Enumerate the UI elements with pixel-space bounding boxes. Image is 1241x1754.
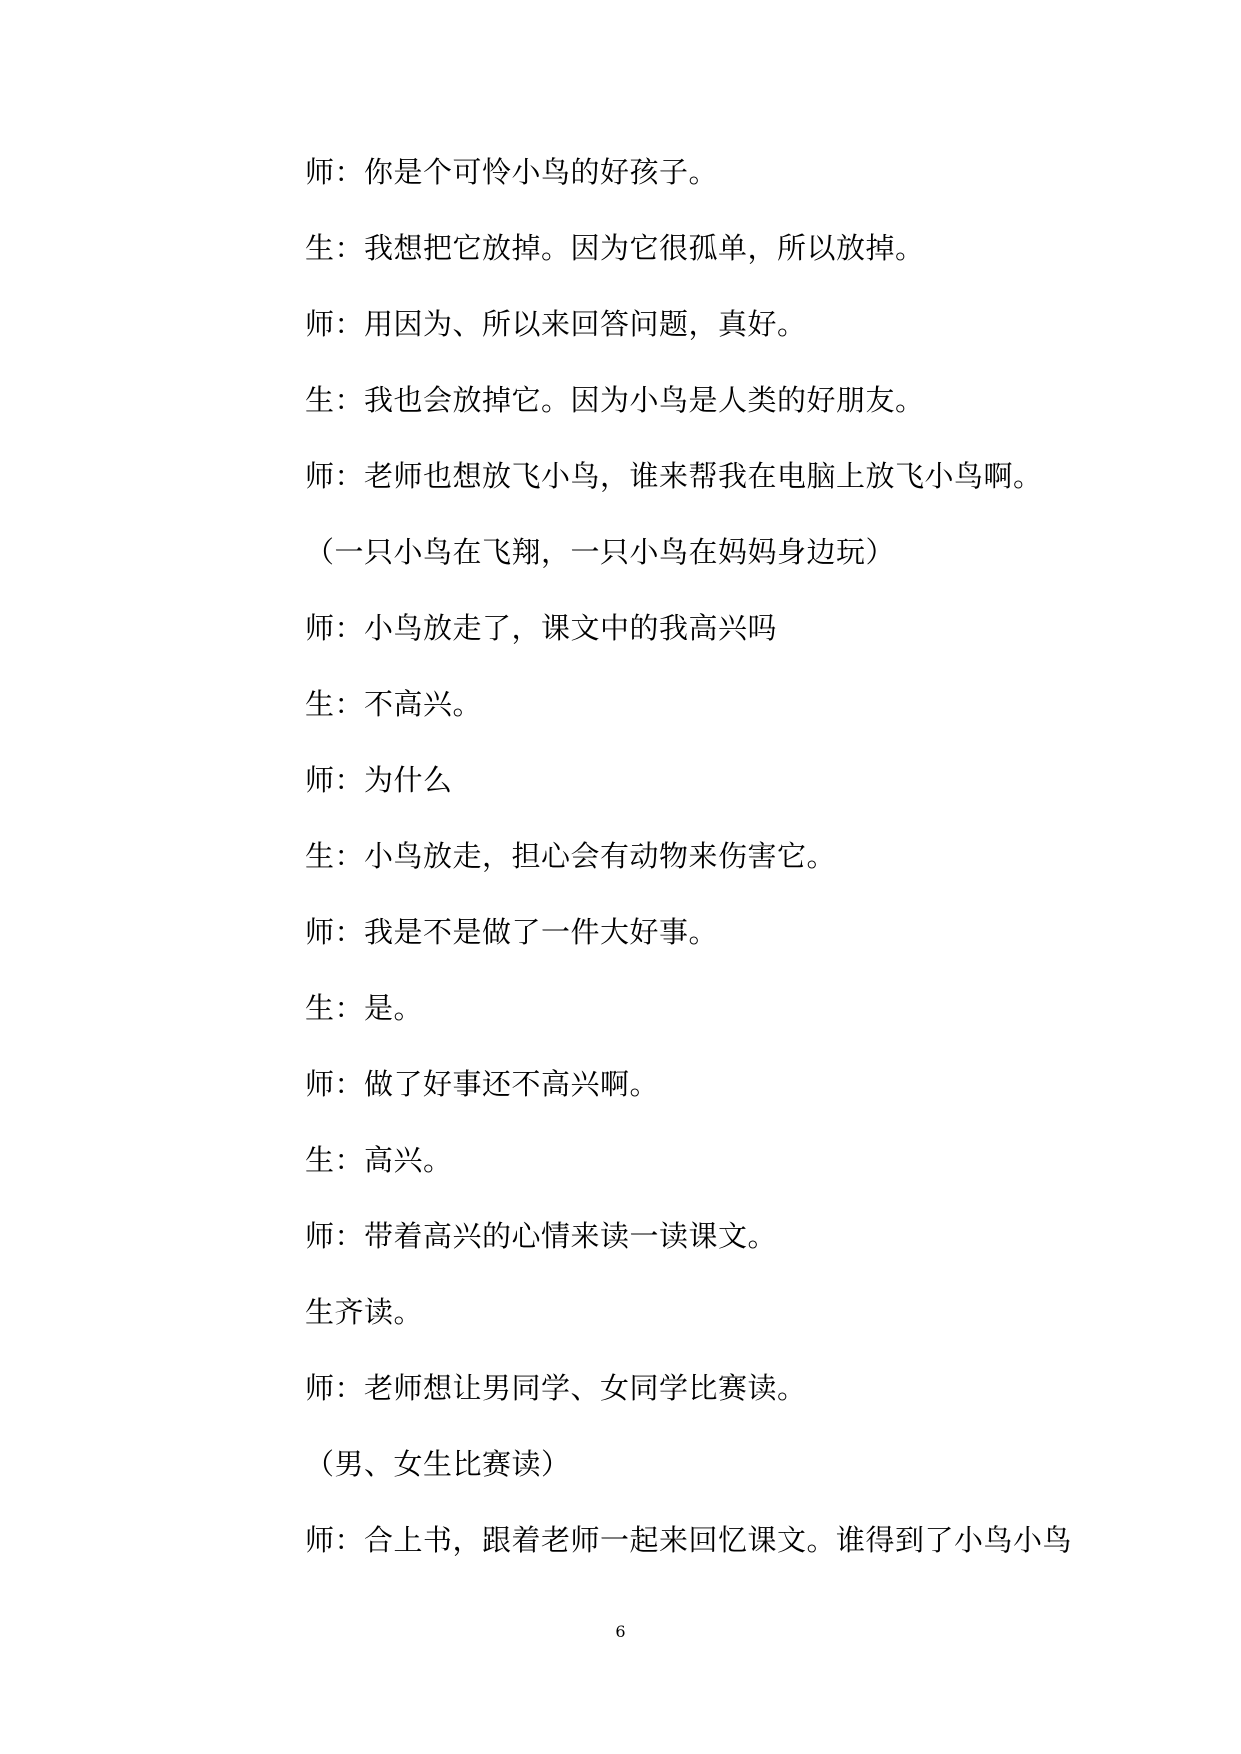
dialogue-line: 师：小鸟放走了，课文中的我高兴吗 bbox=[305, 611, 778, 645]
dialogue-line: 生：小鸟放走，担心会有动物来伤害它。 bbox=[305, 839, 837, 873]
dialogue-line: 生齐读。 bbox=[305, 1295, 424, 1329]
dialogue-line: 师：用因为、所以来回答问题，真好。 bbox=[305, 307, 807, 341]
dialogue-line: 师：老师也想放飞小鸟，谁来帮我在电脑上放飞小鸟啊。 bbox=[305, 459, 1043, 493]
dialogue-line: 师：老师想让男同学、女同学比赛读。 bbox=[305, 1371, 807, 1405]
page-number: 6 bbox=[615, 1622, 626, 1641]
dialogue-line: 师：合上书，跟着老师一起来回忆课文。谁得到了小鸟小鸟 bbox=[305, 1523, 1073, 1557]
dialogue-line: 生：是。 bbox=[305, 991, 424, 1025]
document-body bbox=[305, 145, 1073, 1589]
dialogue-line: 生：不高兴。 bbox=[305, 687, 483, 721]
dialogue-line: 生：我想把它放掉。因为它很孤单，所以放掉。 bbox=[305, 231, 925, 265]
dialogue-line: 师：带着高兴的心情来读一读课文。 bbox=[305, 1219, 778, 1253]
dialogue-line: 生：高兴。 bbox=[305, 1143, 453, 1177]
dialogue-line: 师：为什么 bbox=[305, 763, 453, 797]
dialogue-line: 师：我是不是做了一件大好事。 bbox=[305, 915, 719, 949]
stage-direction-line: （一只小鸟在飞翔，一只小鸟在妈妈身边玩） bbox=[305, 535, 896, 569]
stage-direction-line: （男、女生比赛读） bbox=[305, 1447, 571, 1481]
dialogue-line: 生：我也会放掉它。因为小鸟是人类的好朋友。 bbox=[305, 383, 925, 417]
dialogue-line: 师：做了好事还不高兴啊。 bbox=[305, 1067, 660, 1101]
dialogue-line: 师：你是个可怜小鸟的好孩子。 bbox=[305, 155, 719, 189]
